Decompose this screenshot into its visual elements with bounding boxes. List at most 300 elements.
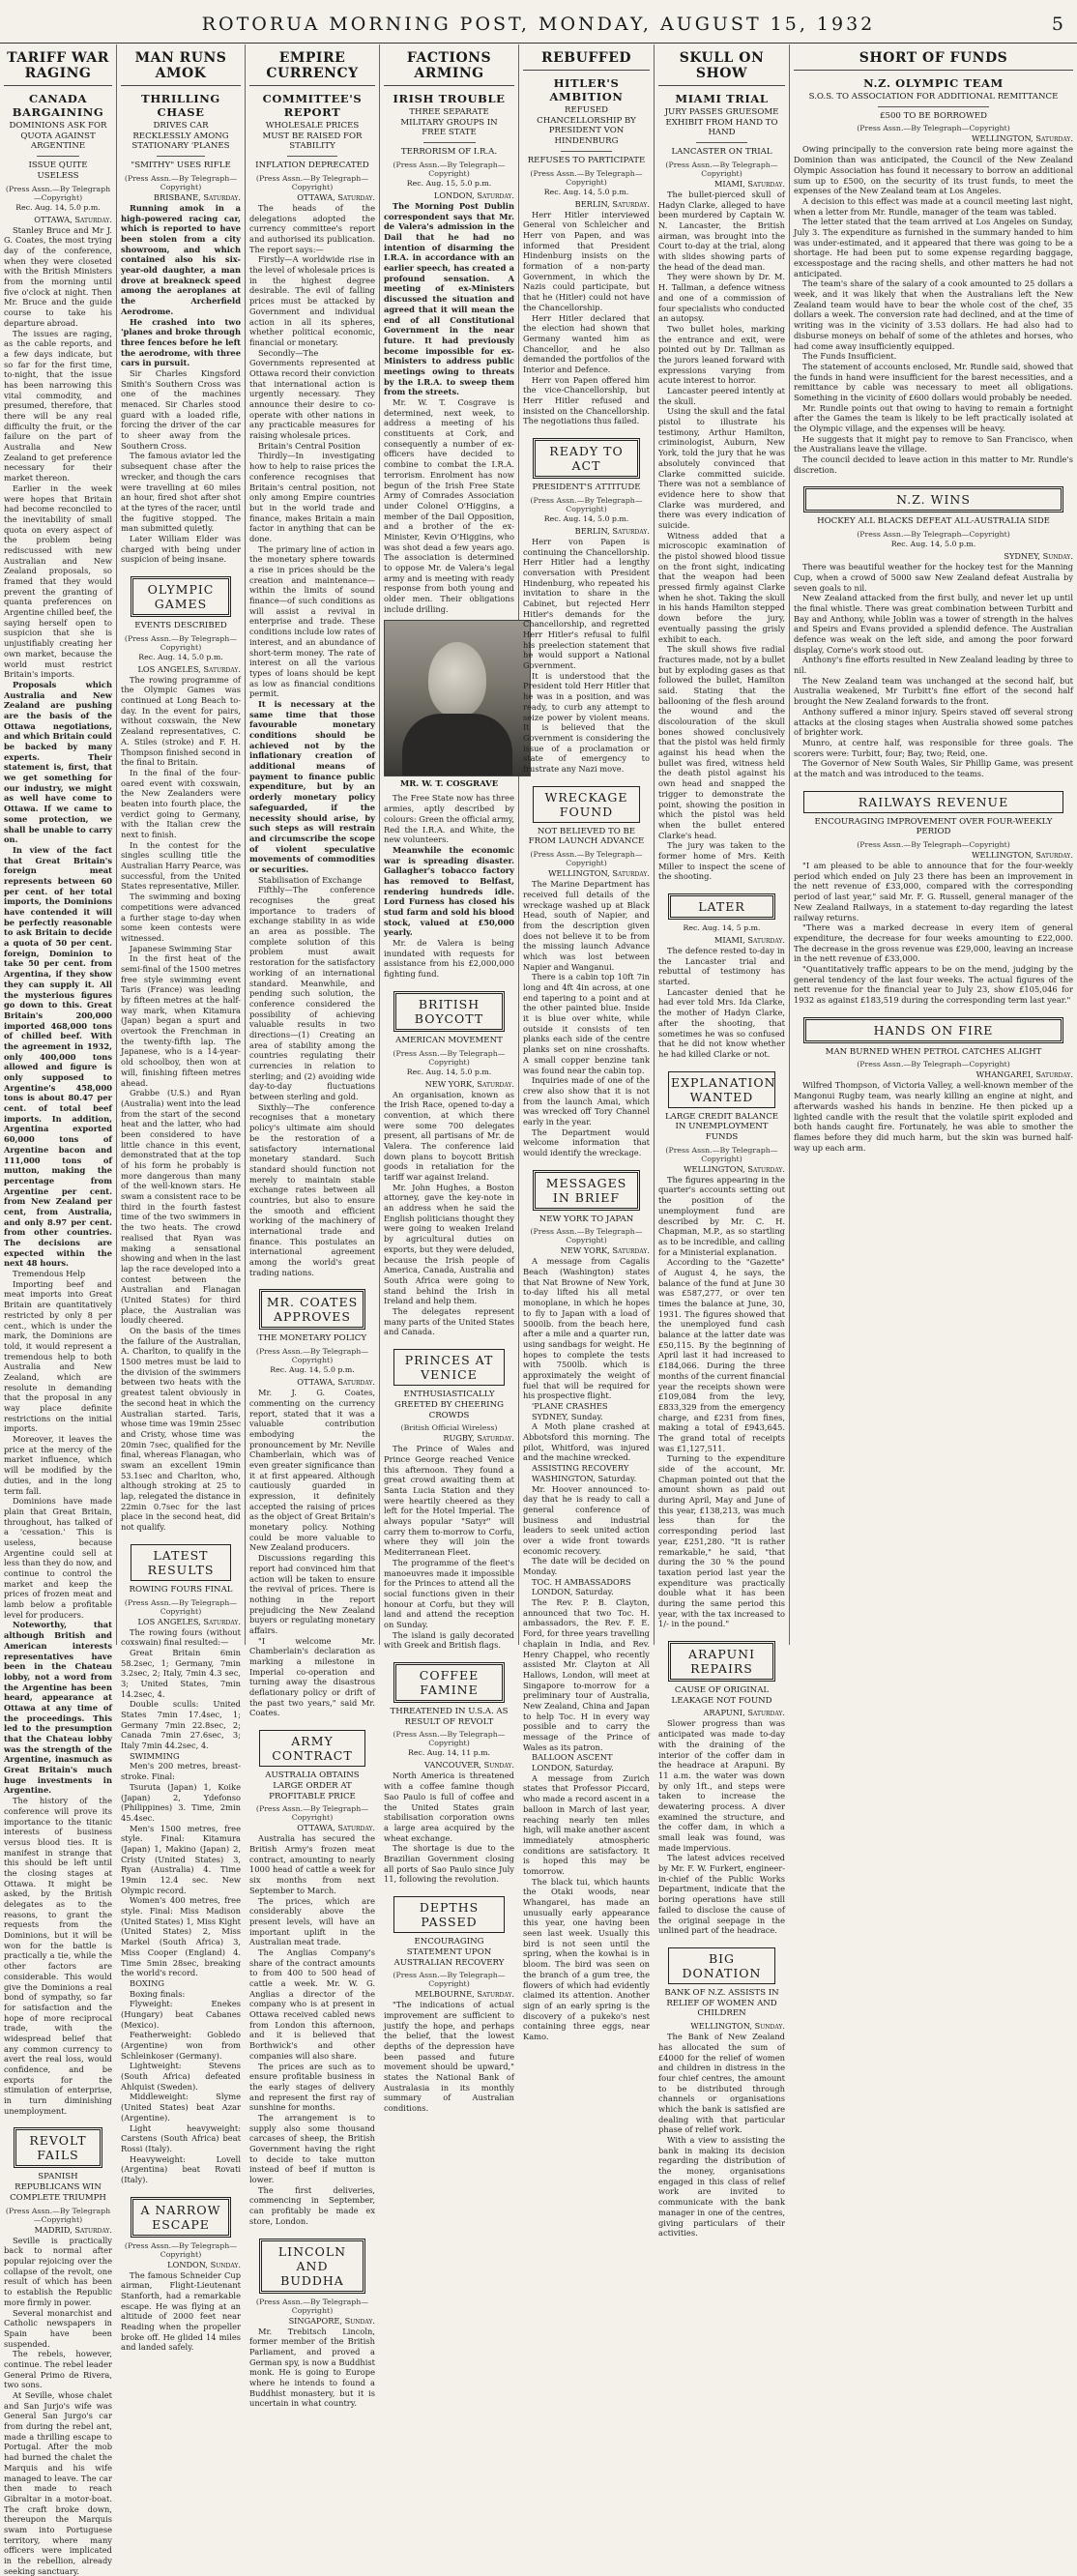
- article-paragraph: The statement of accounts enclosed, Mr. Rundle said, showed that the funds in hand were insufficient for the barest necessities, and a remittance by cable was necessary to meet all obligations. Something in the vicinity of £600 dollars would probably be needed.: [794, 361, 1073, 402]
- section-spacer: [249, 1277, 375, 1281]
- section-headline: LATER: [668, 893, 775, 920]
- subheadline: IRISH TROUBLE: [393, 92, 506, 105]
- article-paragraph: Witness added that a microscopic examination of the pistol showed blood tissue on the front sight, indicating that the weapon had been pressed firmly against Clarke when he shot. Taking the skull in his hands Hamilton stepped down before the jury, eventually passing the grisly exhibit to each.: [658, 530, 785, 644]
- section-headline: MESSAGES IN BRIEF: [533, 1170, 640, 1211]
- article-paragraph: Munro, at centre half, was responsible for three goals. The scorers were: Turbitt, four; Bay, two; Reid, one.: [794, 737, 1073, 758]
- article-paragraph: The famous aviator led the subsequent chase after the wrecker, and though the cars were travelling at 60 miles an hour, fired shot after shot at the tyres of the racer, until the fugitive stopped. The man submitted quietly.: [121, 451, 241, 534]
- place-date: WELLINGTON, Sunday.: [690, 2021, 785, 2032]
- dateline: (Press Assn.—By Telegraph—Copyright): [530, 1227, 643, 1245]
- article-paragraph: Lightweight: Stevens (South Africa) defeated Ahlquist (Sweden).: [121, 2061, 241, 2092]
- section-headline: COFFEE FAMINE: [393, 1662, 505, 1703]
- portrait-face: [428, 642, 486, 717]
- deck-line: LANCASTER ON TRIAL: [671, 147, 772, 158]
- dateline: (Press Assn.—By Telegraph—Copyright): [255, 173, 369, 191]
- page-number: 5: [1051, 14, 1063, 35]
- article-paragraph: The Bank of New Zealand has allocated the sum of £4000 for the relief of women and children in distress in the four chief centres, the amount to be distributed through channels or organisations which the bank is satisfied are dealing with that particular phase of relief work.: [658, 2032, 785, 2135]
- article-paragraph: Mr. Trebitsch Lincoln, former member of the British Parliament, and proved a German spy, is now a Buddhist monk. He is going to Europe where he intends to found a Buddhist monastery, but it is uncertain in what country.: [249, 2326, 375, 2409]
- article-paragraph: Middleweight: Slyme (United States) beat Azar (Argentine).: [121, 2092, 241, 2122]
- section-headline: MR. COATES APPROVES: [259, 1289, 365, 1330]
- place-date: LOS ANGELES, Saturday.: [137, 1616, 241, 1626]
- article-paragraph: The famous Schneider Cup airman, Flight-Lieutenant Stanforth, had a remarkable escape. He was flying at an altitude of 2000 feet near Reading when the propeller broke off. He glided 14 miles and landed safely.: [121, 2269, 241, 2353]
- dateline: (Press Assn.—By Telegraph—Copyright): [255, 1347, 369, 1365]
- article-paragraph: Importing beef and meat imports into Great Britain are quantitatively restricted by only 8 per cent., which is under the mark, the Dominions are told, it would represent a tremendous help to both Australia and New Zealand, which are resolute in demanding that the proposal in any way place definite restrictions on the initial imports.: [4, 1278, 112, 1434]
- article-paragraph: The shortage is due to the Brazilian Government closing all ports of Sao Paulo since July 11, following the revolution.: [384, 1843, 514, 1885]
- section-spacer: [384, 1651, 514, 1654]
- article-paragraph: Meanwhile the economic war is spreading disaster. Gallagher's tobacco factory has removed to Belfast, rendering hundreds idle. Lord Furness has closed his stud farm and sold his blood stock, valued at £50,000 yearly.: [384, 844, 514, 938]
- section-deck: AUSTRALIA OBTAINS LARGE ORDER AT PROFITABLE PRICE: [265, 1771, 360, 1801]
- deck-line: DRIVES CAR RECKLESSLY AMONG STATIONARY 'PLANES: [131, 121, 230, 152]
- article-paragraph: The heads of the delegations adopted the currency committee's report and authorised its publication. The report says:—: [249, 202, 375, 254]
- article-paragraph: With a view to assisting the bank in making its decision regarding the distribution of the money, organisations engaged in this class of relief work are invited to communicate with the bank manager in one of the centres, giving particulars of their activities.: [658, 2135, 785, 2239]
- section-headline: DEPTHS PASSED: [393, 1896, 505, 1933]
- article-paragraph: The rowing programme of the Olympic Games was continued at Long Beach to-day. In the event for pairs, without coxswain, the New Zealand representatives, C. A. Stiles (stroke) and F. H. Thompson finished second in the final to Britain.: [121, 674, 241, 768]
- column-headline: REBUFFED: [523, 44, 650, 71]
- dateline: (Press Assn.—By Telegraph—Copyright): [393, 1048, 506, 1067]
- column-headline: SKULL ON SHOW: [658, 44, 785, 86]
- received-line: Rec. Aug. 14, 5.0 p.m.: [890, 540, 976, 549]
- article-paragraph: Firstly—A worldwide rise in the level of wholesale prices is in the highest degree desirable. The evil of falling prices must be attacked by Government and individual action in all its spheres, whether political economic, financial or monetary.: [249, 254, 375, 347]
- section-spacer: [794, 475, 1073, 479]
- article-paragraph: The Marine Department has received full details of the wreckage washed up at Black Head, south of Napier, and from the description given does not believe it to be from the missing launch Advance which was lost between Napier and Wanganui.: [523, 879, 650, 972]
- article-paragraph: Two bullet holes, marking the entrance and exit, were pointed out by Dr. Tallman as the jurors leaned forward with expressions varying from acute interest to horror.: [658, 323, 785, 386]
- article-paragraph: Double sculls: United States 7min 17.4sec, 1; Germany 7min 22.8sec, 2; Canada 7min 27.6sec, 3; Italy 7min 44.2sec, 4.: [121, 1699, 241, 1751]
- article-paragraph: The Free State now has three armies, aptly described by colours: Green the official army, Red the I.R.A. and White, the new volunteers.: [384, 793, 514, 845]
- article-paragraph: Stabilisation of Exchange: [258, 874, 363, 885]
- article-paragraph: Mr. Rundle points out that owing to having to remain a fortnight after the Games the team is likely to be left practically isolated at the Olympic village, and the expenses will be heavy.: [794, 402, 1073, 434]
- dateline: (Press Assn.—By Telegraph—Copyright): [5, 2206, 111, 2224]
- article-paragraph: Proposals which Australia and New Zealand are pushing are the basis of the Ottawa negotiations, and which Britain could be backed by many experts. Their statement is, first, that we get something for our industry, we might as well have come to Ottawa. If we came to some protection, we shall be unable to carry on.: [4, 679, 112, 845]
- article-paragraph: Herr Hitler declared that the election had shown that Germany wanted him as Chancellor, and he also demanded the portfolios of the Interior and Defence.: [523, 312, 650, 374]
- article-paragraph: The Department would welcome information that would identify the wreckage.: [523, 1127, 650, 1157]
- section-spacer: [523, 1158, 650, 1162]
- section-headline: PRINCES AT VENICE: [393, 1349, 505, 1386]
- section-spacer: [121, 1533, 241, 1537]
- section-spacer: [249, 1718, 375, 1722]
- article-paragraph: The council decided to leave action in this matter to Mr. Rundle's discretion.: [794, 454, 1073, 475]
- section-headline: N.Z. WINS: [803, 486, 1063, 512]
- dateline: (Press Assn.—By Telegraph—Copyright): [665, 1145, 778, 1163]
- place-date: OTTAWA, Saturday.: [297, 1377, 375, 1388]
- place-date: MADRID, Saturday.: [34, 2224, 112, 2235]
- place-date: BERLIN, Saturday.: [574, 198, 650, 209]
- article-paragraph: Fifthly—The conference recognises the great importance to traders of exchange stability in as wide an area as possible. The complete solution of this problem must await restoration for the satisfactory working of an international standard. Meanwhile, and pending such solution, the conference considered the possibility of achieving valuable results in two directions—(1) Creating an area of stability among the countries regulating their currencies in relation to sterling; and (2) avoiding wide day-to-day fluctuations between sterling and gold.: [249, 885, 375, 1102]
- section-spacer: [384, 1337, 514, 1341]
- article-paragraph: ASSISTING RECOVERY: [532, 1463, 629, 1474]
- deck-line: ISSUE QUITE USELESS: [28, 161, 88, 181]
- section-headline: EXPLANATION WANTED: [668, 1071, 775, 1108]
- article-paragraph: 'PLANE CRASHES: [532, 1401, 608, 1412]
- received-line: Rec. Aug. 14, 5.0 p.m.: [138, 652, 223, 661]
- section-headline: OLYMPIC GAMES: [131, 576, 231, 617]
- place-date: NEW YORK, Saturday.: [560, 1245, 650, 1256]
- divider-rule: [37, 156, 80, 157]
- article-paragraph: The Prince of Wales and Prince George reached Venice this afternoon. They found a great crowd awaiting them at Santa Lucia Station and they were heartily cheered as they left for the Hotel Imperial. The always popular "Satyr" will carry them to-morrow to Corfu, where they will join the Mediterranean Fleet.: [384, 1444, 514, 1558]
- article-paragraph: On the basis of the times the failure of the Australian, A. Charlton, to qualify in the 1500 metres must be laid to the division of the swimmers between two heats with the greatest talent obviously in the second heat in which the Australian started. Taris, whose time was 19min 25sec and Cristy, whose time was 20min 7sec, qualified for the final, whereas Flanagan, who swam an excellent 19min 53.1sec and Charlton, who, although stroking at 25 to lap, relegated the distance in 22min 0.7sec for the last place in the second heat, did not qualify.: [121, 1326, 241, 1533]
- dateline: (Press Assn.—By Telegraph—Copyright): [530, 850, 643, 868]
- column-headline: SHORT OF FUNDS: [794, 44, 1073, 71]
- dateline: (Press Assn.—By Telegraph—Copyright): [665, 160, 778, 178]
- dateline: (Press Assn.—By Telegraph—Copyright): [393, 160, 506, 178]
- article-paragraph: Sir Charles Kingsford Smith's Southern Cross was one of the machines menaced. Sir Charles stood guard with a loaded rifle, forcing the driver of the car to sheer away from the Southern Cross.: [121, 367, 241, 451]
- section-deck: THREATENED IN U.S.A. AS RESULT OF REVOLT: [390, 1707, 509, 1727]
- article-paragraph: LONDON, Saturday.: [532, 1587, 614, 1597]
- article-paragraph: "I am pleased to be able to announce that for the four-weekly period which ended on July 23 there has been an improvement in the nett revenue of £33,000, compared with the corresponding period of last year," said Mr. F. G. Russell, general manager of the New Zealand Railways, in a statement to-day regarding the latest railway returns.: [794, 861, 1073, 922]
- article-paragraph: A Moth plane crashed at Abbotsford this morning. The pilot, Whitford, was injured and the machine wrecked.: [523, 1421, 650, 1463]
- place-date: VANCOUVER, Sunday.: [424, 1760, 514, 1771]
- divider-rule: [287, 156, 337, 157]
- place-date: MIAMI, Saturday.: [713, 935, 785, 945]
- section-headline: LINCOLN AND BUDDHA: [259, 2239, 365, 2294]
- article-paragraph: Australia has secured the British Army's frozen meat contract, amounting to nearly 1000 head of cattle a week for six months from next September to March.: [249, 1833, 375, 1895]
- article-paragraph: At Seville, whose chalet and San Jurjo's wife was General San Jurgo's car from during the rebel ant, made a thrilling escape to Portugal. After the mob had burned the chalet the Marquis and his wife managed to leave. The car then made to reach Gibraltar in a motor-boat. The craft broke down, thereupon the Marquis swam into Portuguese territory, where many officers were implicated in the rebellion, already seeking sanctuary.: [4, 2390, 112, 2576]
- article-paragraph: The black tui, which haunts the Otaki woods, near Whangarei, has made an unusually early appearance this year, one having been seen last week. Usually this bird is not seen until the spring, when the kowhai is in bloom. The bird was seen on the branch of a gum tree, the flowers of which had evidently claimed its attention. Another sign of an early spring is the discovery of a pukeko's nest containing three eggs, near Kamo.: [523, 1876, 650, 2041]
- columns-area: [0, 44, 1077, 2576]
- article-paragraph: Women's 400 metres, free style. Final: Miss Madison (United States) 1, Miss Kight (United States) 2, Miss Markel (South Africa) 3, Miss Cooper (England) 4. Time 5min 28sec, breaking the world's record.: [121, 1895, 241, 1978]
- section-headline: ARMY CONTRACT: [259, 1730, 365, 1767]
- article-paragraph: Mr. John Hughes, a Boston attorney, gave the key-note in an address when he said the English politicians thought they were going to weaken Ireland by agricultural duties on exports, but they were deluded, because the Irish people of America, Canada, Australia and South Africa were going to stand behind the Irish in Ireland and help them.: [384, 1182, 514, 1306]
- deck-line: INFLATION DEPRECATED: [255, 161, 369, 171]
- section-spacer: [658, 1936, 785, 1940]
- section-deck: ENCOURAGING STATEMENT UPON AUSTRALIAN RECOVERY: [393, 1937, 505, 1968]
- article-paragraph: Anthony's fine efforts resulted in New Zealand leading by three to nil.: [794, 655, 1073, 676]
- column-headline: MAN RUNS AMOK: [121, 44, 241, 86]
- article-paragraph: The rebels, however, continue. The rebel leader General Primo de Rivera, two sons.: [4, 2349, 112, 2390]
- column-headline: TARIFF WAR RAGING: [4, 44, 112, 86]
- article-paragraph: The issues are raging, as the cable reports, and a few days indicate, but so far for the first time, to-night, that the issue has been narrowing this vital commodity, and presumed, therefore, that there will be any real difficulty the fruit, or the failure on the part of Australia and New Zealand to get preference necessary for their market thereon.: [4, 328, 112, 483]
- received-line: Rec. Aug. 14, 5.0 p.m.: [543, 187, 629, 196]
- article-paragraph: The skull shows five radial fractures made, not by a bullet but by exploding gases as that followed the bullet, Hamilton said. Stating that the ballooning of the flesh around the wound and the discolouration of the skull bones showed conclusively that the pistol was held firmly against his head when the bullet was fired, witness held the death pistol against his own head and snapped the trigger to demonstrate the point, showing the position in which the pistol was held when the bullet entered Clarke's head.: [658, 644, 785, 840]
- article-paragraph: North America is threatened with a coffee famine though Sao Paulo is full of coffee and the United States grain stabilisation corporation owns a large area acquired by the wheat exchange.: [384, 1771, 514, 1843]
- place-date: LONDON, Saturday.: [433, 190, 514, 200]
- article-paragraph: Herr von Papen is continuing the Chancellorship. Herr Hitler had a lengthy conversation with President Hindenburg, who repeated his invitation to share in the Cabinet, but rejected Herr Hitler's demands for the Chancellorship, and regretted Herr Hitler's refusal to fulfil his preelection statement that he would support a National Government.: [523, 536, 650, 671]
- place-date: WELLINGTON, Saturday.: [684, 1163, 785, 1174]
- masthead: [0, 0, 1077, 44]
- section-deck: LARGE CREDIT BALANCE IN UNEMPLOYMENT FUNDS: [664, 1111, 779, 1143]
- received-line: Rec. Aug. 14, 5 p.m.: [683, 923, 761, 932]
- deck-line: TERRORISM OF I.R.A.: [400, 147, 498, 158]
- article-paragraph: Stanley Bruce and Mr J. G. Coates, the most trying day of the conference, when they were closeted with the British Ministers from the morning until five o'clock at night. Then Mr. Bruce and the guide course to take his departure abroad.: [4, 224, 112, 328]
- column-headline: EMPIRE CURRENCY: [249, 44, 375, 86]
- dateline: (Press Assn.—By Telegraph—Copyright): [393, 1971, 506, 1989]
- deck-line: £500 TO BE BORROWED: [880, 110, 987, 121]
- section-headline: RAILWAYS REVENUE: [803, 791, 1063, 813]
- received-line: Rec. Aug. 14, 5.0 p.m.: [15, 202, 101, 212]
- dateline: (Press Assn.—By Telegraph—Copyright): [124, 1597, 238, 1616]
- dateline: (British Official Wireless): [400, 1423, 498, 1433]
- received-line: Rec. Aug. 14, 5.0 p.m.: [543, 513, 629, 523]
- column-6: [655, 44, 790, 2239]
- article-paragraph: The date will be decided on Monday.: [523, 1556, 650, 1577]
- place-date: WELLINGTON, Saturday.: [972, 850, 1073, 861]
- place-date: MELBOURNE, Saturday.: [415, 1989, 514, 2000]
- section-deck: THE MONETARY POLICY: [257, 1333, 367, 1344]
- section-spacer: [523, 426, 650, 430]
- place-date: SYDNEY, Sunday.: [1004, 551, 1073, 562]
- section-deck: PRESIDENT'S ATTITUDE: [532, 483, 641, 493]
- divider-rule: [561, 151, 611, 152]
- place-date: SINGAPORE, Sunday.: [288, 2315, 375, 2326]
- column-headline: FACTIONS ARMING: [384, 44, 514, 86]
- article-paragraph: TOC. H AMBASSADORS: [532, 1576, 631, 1587]
- dateline: (Press Assn.—By Telegraph—Copyright): [5, 184, 111, 202]
- article-paragraph: He crashed into two 'planes and broke through three fences before he left the aerodrome, with three cars in pursuit.: [121, 316, 241, 368]
- article-paragraph: SYDNEY, Sunday.: [532, 1411, 603, 1421]
- article-paragraph: Mr. de Valera is being inundated with requests for assistance from his £2,000,000 fighting fund.: [384, 938, 514, 980]
- article-paragraph: The delegates represent many parts of the United States and Canada.: [384, 1305, 514, 1337]
- deck-line: THREE SEPARATE MILITARY GROUPS IN FREE STATE: [400, 107, 498, 138]
- section-spacer: [4, 2116, 112, 2120]
- section-deck: SPANISH REPUBLICANS WIN COMPLETE TRIUMPH: [10, 2172, 106, 2203]
- article-paragraph: Herr Hitler interviewed General von Schleicher and Herr von Papen, and was informed that President Hindenburg insists on the formation of a non-party Government, in which the Nazis could participate, but that he (Hitler) could not have the Chancellorship.: [523, 209, 650, 312]
- article-paragraph: "Quantitatively traffic appears to be on the mend, judging by the general tendency of the last four weeks. The actual figures of the nett revenue for the financial year to July 23, show £105,046 for 1932 as against £183,519 during the corresponding term last year.": [794, 963, 1073, 1006]
- section-headline: BRITISH BOYCOTT: [393, 991, 505, 1032]
- place-date: OTTAWA, Saturday.: [297, 1823, 375, 1833]
- article-paragraph: "There was a marked decrease in every item of general expenditure, the decrease for four weeks amounting to £22,000. The decrease in the gross revenue was £29,000, leaving an increase in the nett revenue of £33,000.: [794, 922, 1073, 964]
- article-paragraph: Light heavyweight: Carstens (South Africa) beat Rossi (Italy).: [121, 2122, 241, 2153]
- section-headline: HANDS ON FIRE: [803, 1017, 1063, 1043]
- dateline: (Press Assn.—By Telegraph—Copyright): [393, 1730, 506, 1748]
- place-date: WELLINGTON, Saturday.: [548, 868, 650, 879]
- masthead-title: ROTORUA MORNING POST, MONDAY, AUGUST 15, 1932: [201, 14, 876, 35]
- article-paragraph: The programme of the fleet's manoeuvres made it impossible for the Princes to attend all the social functions given in their honour at Corfu, but they will land and attend the reception on Sunday.: [384, 1557, 514, 1629]
- article-paragraph: Mr. W. T. Cosgrave is determined, next week, to address a meeting of his constituents at Cork, and consequently a number of ex-officers have decided to combine to combat the I.R.A. terrorism. Enrolment has now begun of the Irish Free State Army of Comrades Association under Colonel O'Higgins, a member of the Dail Opposition, and a brother of the ex-Minister, Kevin O'Higgins, who was shot dead a few years ago. The association is determined to oppose Mr. de Valera's legal army and is meeting with ready response from both young and older men. Their obligations include drilling.: [384, 397, 514, 614]
- column-3: [246, 44, 380, 2409]
- section-headline: ARAPUNI REPAIRS: [668, 1641, 775, 1682]
- article-paragraph: It is necessary at the same time that those favourable monetary conditions should be achieved not by the inflationary creation of additional means of payment to finance public expenditure, but by an orderly monetary policy safeguarded, if the necessity should arise, by such steps as will restrain and circumscribe the scope of violent speculative movements of commodities or securities.: [249, 698, 375, 874]
- received-line: Rec. Aug. 15, 5.0 p.m.: [406, 178, 492, 188]
- article-paragraph: The arrangement is to supply also some thousand carcases of sheep, the British Government having the right to decide to take mutton instead of beef if mutton is lower.: [249, 2112, 375, 2185]
- article-paragraph: There is a cabin top 10ft 7in long and 4ft 4in across, at one end tapering to a point and at the other painted blue. Inside it is blue over white, while outside it consists of ten planks each side of the centre planks set on nine crosshafts. A small copper benzine tank was found near the cabin top.: [523, 972, 650, 1075]
- deck-line: "SMITHY" USES RIFLE: [131, 161, 231, 171]
- article-paragraph: Dominions have made plain that Great Britain, throughout, has talked of a 'cessation.' This is useless, because Argentine could sell at less than they do now, and continue to control the market and keep the prices of frozen meat and lamb below a profitable level for producers.: [4, 1496, 112, 1620]
- article-paragraph: The defence rested to-day in the Lancaster trial and rebuttal of testimony has started.: [658, 946, 785, 987]
- section-deck: ENCOURAGING IMPROVEMENT OVER FOUR-WEEKLY PERIOD: [814, 816, 1053, 837]
- subheadline: HITLER'S AMBITION: [549, 76, 624, 103]
- article-paragraph: A decision to this effect was made at a council meeting last night, when a letter from Mr. Rundle, manager of the team was tabled.: [794, 195, 1073, 217]
- dateline: (Press Assn.—By Telegraph—Copyright): [530, 495, 643, 513]
- photo-caption: MR. W. T. COSGRAVE: [399, 779, 499, 790]
- dateline: (Press Assn.—By Telegraph—Copyright): [530, 168, 643, 187]
- article-paragraph: A message from Zurich states that Professor Piccard, who made a record ascent in a balloon in March of last year, reaching nearly ten miles high, will make another ascent immediately atmospheric conditions are satisfactory. It is hoped this may be tomorrow.: [523, 1772, 650, 1876]
- deck-line: DOMINIONS ASK FOR QUOTA AGAINST ARGENTINE: [9, 121, 107, 152]
- place-date: LONDON, Sunday.: [167, 2259, 241, 2269]
- place-date: WELLINGTON, Saturday.: [972, 133, 1073, 144]
- article-paragraph: Heavyweight: Lovell (Argentina) beat Rovati (Italy).: [121, 2153, 241, 2184]
- section-spacer: [523, 775, 650, 778]
- received-line: Rec. Aug. 14, 11 p.m.: [407, 1748, 491, 1758]
- article-paragraph: The Funds Insufficient.: [802, 351, 897, 362]
- section-deck: AMERICAN MOVEMENT: [395, 1035, 503, 1045]
- divider-rule: [157, 156, 205, 157]
- article-paragraph: He suggests that it might pay to remove to San Francisco, when the Australians leave the village.: [794, 433, 1073, 454]
- deck-line: REFUSES TO PARTICIPATE: [527, 155, 646, 165]
- column-7: [790, 44, 1077, 1645]
- article-paragraph: Several monarchist and Catholic newspapers in Spain have been suspended.: [4, 2307, 112, 2349]
- place-date: RUGBY, Saturday.: [443, 1433, 514, 1444]
- dateline: (Press Assn.—By Telegraph—Copyright): [857, 124, 1010, 133]
- deck-line: REFUSED CHANCELLORSHIP BY PRESIDENT VON HINDENBURG: [537, 105, 636, 147]
- section-deck: MAN BURNED WHEN PETROL CATCHES ALIGHT: [825, 1046, 1042, 1057]
- article-paragraph: The swimming and boxing competitions were advanced a further stage to-day when some keen contests were witnessed.: [121, 892, 241, 943]
- article-paragraph: The island is gaily decorated with Greek and British flags.: [384, 1629, 514, 1651]
- article-paragraph: The rowing fours (without coxswain) final resulted:—: [121, 1626, 241, 1648]
- article-paragraph: Mr. Hoover announced to-day that he is ready to call a general conference of business and industrial leaders to seek united action over a wide front towards economic recovery.: [523, 1483, 650, 1556]
- place-date: BERLIN, Saturday.: [574, 525, 650, 536]
- article-paragraph: According to the "Gazette" of August 4, he says, the balance of the fund at June 30 was £587,277, or over ten times the balance at June, 30, 1931. The figures showed that the unemployed fund cash balance at the latter date was £50,115. By the beginning of April last it had increased to £184,066. During the three months of the current financial year the receipts shown were £109,084 from the levy, £833,329 from the emergency charge, and £231 from fines, making a total of £943,645. The grand total of receipts was £1,127,511.: [658, 1257, 785, 1453]
- received-line: Rec. Aug. 14, 5.0 p.m.: [270, 1365, 355, 1375]
- section-deck: EVENTS DESCRIBED: [134, 621, 227, 630]
- place-date: OTTAWA, Saturday.: [297, 191, 375, 202]
- portrait-photo: [384, 620, 531, 776]
- article-paragraph: Grabbe (U.S.) and Ryan (Australia) went into the lead from the start of the second heat and the latter, who had been considered to have little chance in this event, demonstrated that at the top of his form he probably is more dangerous than many of the well-known stars. He swam a consistent race to be third in the fourth fastest time of the two swimmers in the two heats. The crowd realised that Ryan was making a sensational showing and when in the last lap the race developed into a contest between the Australian and Flanagan (United States) for third place, the Australian was loudly cheered.: [121, 1088, 241, 1326]
- section-deck: ROWING FOURS FINAL: [129, 1584, 233, 1595]
- article-paragraph: The Governor of New South Wales, Sir Phillip Game, was present at the match and was introduced to the teams.: [794, 758, 1073, 778]
- section-spacer: [794, 1006, 1073, 1010]
- article-paragraph: Men's 1500 metres, free style. Final: Kitamura (Japan) 1, Makino (Japan) 2, Cristy (United States) 3, Ryan (Australia) 4. Time 19min 12.4 sec. New Olympic record.: [121, 1823, 241, 1895]
- article-paragraph: The primary line of action in the monetary sphere towards a rise in prices should be the creation and maintenance—within the limits of sound finance—of such conditions as will assist a revival in enterprise and trade. These conditions include low rates of interest, and an abundance of short-term money. The rate of interest on all the various types of loans should be kept as low as financial conditions permit.: [249, 543, 375, 699]
- article-paragraph: Earlier in the week were hopes that Britain had become reconciled to the inevitability of small quota on every aspect of the problem being rediscussed with new Australian and New Zealand proposals, so framed that they would prevent the granting of quanta preferences on Argentine chilled beef, the saying herself open to suspicion that she is unjustifiably creating her own market, because the world must restrict Britain's imports.: [4, 483, 112, 680]
- subheadline: CANADA BARGAINING: [12, 92, 104, 119]
- article-paragraph: BOXING: [130, 1977, 164, 1988]
- article-paragraph: In the contest for the singles sculling title the Australian Harry Pearce, was successful, from the United States representative, Miller.: [121, 839, 241, 892]
- article-paragraph: BALLOON ASCENT: [532, 1752, 613, 1763]
- article-paragraph: Discussions regarding this report had convinced him that action will be taken to ensure the revival of prices. There is nothing in the report prejudicing the New Zealand buyers or regulating monetary affairs.: [249, 1553, 375, 1635]
- article-paragraph: Britain's Central Position: [258, 440, 361, 451]
- article-paragraph: The first deliveries, commencing in September, can profitably be made ex store, London.: [249, 2184, 375, 2226]
- divider-rule: [423, 142, 476, 143]
- dateline: (Press Assn.—By Telegraph—Copyright): [255, 2297, 369, 2315]
- place-date: LOS ANGELES, Saturday.: [137, 663, 241, 674]
- article-paragraph: A message from Cagalis Beach (Washington) states that Nat Browne of New York, to-day lifted his all metal monoplane, in which he hopes to fly to Japan with a load of 5000lb. from the beach here, after a mile and a quarter run, using sandbags for weight. He hopes to complete the tests with 7500lb. which is approximately the weight of fuel that will be required for his prospective flight.: [523, 1256, 650, 1401]
- section-spacer: [121, 2185, 241, 2189]
- section-deck: BANK OF N.Z. ASSISTS IN RELIEF OF WOMEN AND CHILDREN: [664, 1987, 779, 2019]
- column-2: [117, 44, 246, 2353]
- section-spacer: [249, 2227, 375, 2231]
- article-paragraph: Mr. J. G. Coates, commenting on the currency report, stated that it was a valuable contribution embodying the pronouncement by Mr. Neville Chamberlain, which was of even greater significance than it at first appeared. Although cautiously guarded in expression, it definitely accepted the raising of prices as the object of Great Britain's monetary policy. Nothing could be more valuable to New Zealand producers.: [249, 1388, 375, 1553]
- article-paragraph: The prices, which are considerably above the present levels, will have an important uplift in the Australian meat trade.: [249, 1895, 375, 1947]
- article-paragraph: Using the skull and the fatal pistol to illustrate his testimony, Arthur Hamilton, criminologist, Auburn, New York, told the jury that he was absolutely convinced that Clarke committed suicide. There was not a semblance of evidence here to show that Clarke was murdered, and there was every indication of suicide.: [658, 406, 785, 530]
- section-deck: NOT BELIEVED TO BE FROM LAUNCH ADVANCE: [528, 826, 645, 847]
- article-paragraph: The figures appearing in the quarter's accounts setting out the position of the unemployment fund are described by Mr. C. H. Chapman, M.P., as so startling as to be incredible, and calling for a Ministerial explanation.: [658, 1174, 785, 1257]
- deck-line: JURY PASSES GRUESOME EXHIBIT FROM HAND TO HAND: [664, 107, 779, 138]
- article-paragraph: Lancaster peered intently at the skull.: [658, 386, 785, 406]
- article-paragraph: Anthony suffered a minor injury. Speirs staved off several strong attacks at the closing stages when Australia showed some patches of brighter work.: [794, 706, 1073, 738]
- place-date: MIAMI, Saturday.: [713, 178, 785, 189]
- dateline: (Press Assn.—By Telegraph—Copyright): [857, 1060, 1010, 1069]
- article-paragraph: Wilfred Thompson, of Victoria Valley, a well-known member of the Mangonui Rugby team, was nearly killing an engine at night, and afterwards washed his hands in benzine. He then picked up a lighted candle with the result that the volatile spirit exploded and both hands caught fire. Fortunately, he was able to smother the flames before they did much harm, but the skin was burned half-way up each arm.: [794, 1080, 1073, 1153]
- article-paragraph: LONDON, Saturday.: [532, 1763, 614, 1773]
- article-paragraph: In view of the fact that Great Britain's foreign meat represents between 60 per cent. of her total imports, the Dominions have contended it will be perfectly reasonable to ask Britain to decide a quota of 50 per cent. foreign, Dominion to take 50 per cent. from Argentina, if they show they can supply it. All the mysterious figures go down to this. Great Britain's 200,000 imported 468,000 tons of chilled beef. With the agreement in 1932, only 400,000 tons allowed and figure is only supposed to Argentine's 458,000 tons is about 80.47 per cent. of total beef imports. In addition, Argentina exported 60,000 tons of Argentine bacon and 111,000 tons of mutton, making the percentage from Argentine per cent. from New Zealand per cent, from Australia, and only 8.97 per cent. from other countries. The decisions are expected within the next 48 hours.: [4, 844, 112, 1269]
- section-deck: HOCKEY ALL BLACKS DEFEAT ALL-AUSTRALIA SIDE: [817, 516, 1050, 527]
- article-paragraph: Later William Elder was charged with being under suspicion of being insane.: [121, 533, 241, 565]
- article-paragraph: WASHINGTON, Saturday.: [532, 1473, 637, 1483]
- column-4: [380, 44, 519, 2114]
- article-paragraph: Noteworthy, that although British and American interests representatives have been in the Chateau lobby, not a word from the Argentine has been heard, appearance at Ottawa at any time of the proceedings. This led to the presumption that the Chateau lobby was the strength of the Argentine, inasmuch as Great Britain's much huge investments in Argentine.: [4, 1620, 112, 1796]
- section-spacer: [658, 1629, 785, 1633]
- section-spacer: [384, 1885, 514, 1888]
- section-headline: WRECKAGE FOUND: [533, 786, 640, 823]
- place-date: ARAPUNI, Saturday.: [703, 1708, 785, 1718]
- section-headline: BIG DONATION: [668, 1947, 775, 1984]
- place-date: WHANGAREI, Saturday.: [975, 1069, 1073, 1080]
- article-paragraph: They were shown by Dr. M. H. Tallman, a defence witness and one of a commission of four specialists who conducted an autopsy.: [658, 272, 785, 324]
- section-headline: REVOLT FAILS: [14, 2127, 102, 2168]
- deck-line: WHOLESALE PRICES MUST BE RAISED FOR STABILITY: [262, 121, 363, 152]
- article-paragraph: The Morning Post Dublin correspondent says that Mr. de Valera's admission in the Dail that he had no intention of disarming the I.R.A. in accordance with an earlier speech, has created a profound sensation. A meeting of ex-Ministers discussed the situation and agreed that it will mean the end of all Constitutional Government in the near future. It had previously become impossible for ex-Ministers to address public meetings owing to threats by the I.R.A. to sweep them from the streets.: [384, 200, 514, 397]
- article-paragraph: It is understood that the President told Herr Hitler that he was in a position, and was ready, to curb any attempt to seize power by violent means. It is believed that the Government is considering the issue of a proclamation or state of emergency to frustrate any Nazi move.: [523, 670, 650, 774]
- portrait-coat: [402, 714, 512, 776]
- section-headline: READY TO ACT: [533, 438, 640, 479]
- article-paragraph: Tsuruta (Japan) 1, Koike (Japan) 2, Ydefonso (Philippines) 3. Time, 2min 45.4sec.: [121, 1781, 241, 1823]
- subheadline: COMMITTEE'S REPORT: [262, 92, 363, 119]
- dateline: (Press Assn.—By Telegraph—Copyright): [124, 173, 238, 191]
- section-deck: NEW YORK TO JAPAN: [538, 1214, 634, 1224]
- article-paragraph: An organisation, known as the Irish Race, opened to-day a convention, at which there were some 700 delegates present, all partisans of Mr. de Valera. The conference laid down plans to boycott British goods in retaliation for the tariff war against Ireland.: [384, 1089, 514, 1183]
- article-paragraph: The bullet-pierced skull of Hadyn Clarke, alleged to have been murdered by Captain W. N. Lancaster, the British airman, was brought into the Court to-day at the trial, along with slides showing parts of the head of the dead man.: [658, 189, 785, 272]
- article-paragraph: Turning to the expenditure side of the account, Mr. Chapman pointed out that the amount shown as paid out during April, May and June of this year, £138,213, was much less than for the corresponding period last year, £251,280. "It is rather remarkable," he said, "that during the 30 % the pound taxation period last year the expenditure was practically double what it has been during the same period this year, with the tax increased to 1/- in the pound.": [658, 1453, 785, 1629]
- dateline: (Press Assn.—By Telegraph—Copyright): [124, 2240, 238, 2259]
- section-spacer: [121, 565, 241, 569]
- place-date: OTTAWA, Saturday.: [34, 214, 112, 224]
- dateline: (Press Assn.—By Telegraph—Copyright): [857, 840, 1010, 850]
- article-paragraph: Great Britain 6min 58.2sec, 1; Germany, 7min 3.2sec, 2; Italy, 7min 4.3 sec, 3; United States, 7min 14.2sec, 4.: [121, 1647, 241, 1699]
- article-paragraph: Lancaster denied that he had ever told Mrs. Ida Clarke, the mother of Hadyn Clarke, after the shooting, that sometimes he was so confused that he did not know whether he had killed Clarke or not.: [658, 986, 785, 1059]
- article-paragraph: The team's share of the salary of a cook amounted to 25 dollars a week, and it was likely that when the Australians left the New Zealand team would have to bear the whole cost of the chef, 35 dollars a week. The conversion rate had declined, and at the time of writing was in the vicinity of 3.53 dollars. He had also had to disburse moneys on behalf of some of the athletes and horses, who had come away insufficiently equipped.: [794, 278, 1073, 351]
- article-paragraph: In the final of the four-oared event with coxswain, the New Zealanders were beaten into fourth place, the verdict going to Germany, with the Italian crew the next to finish.: [121, 767, 241, 840]
- section-spacer: [384, 980, 514, 983]
- article-paragraph: Slower progress than was anticipated was made to-day with the draining of the interior of the coffer dam in the headrace at Arapuni. By 11 a.m. the water was down by only 1ft., and steps were taken to increase the dewatering process. A diver examined the structure, and the coffer dam, in which a small leak was found, was made impervious.: [658, 1718, 785, 1853]
- article-paragraph: The Rev. P. B. Clayton, announced that two Toc. H. ambassadors, the Rev. F. E. Ford, for three years travelling chaplain in India, and Rev. Henry Chappel, who recently assisted Mr. Clayton at All Hallows, London, will meet at Singapore to-morrow for a preliminary tour of Australia, New Zealand, China and Japan to help Toc. H in every way possible and to carry the message of the Prince of Wales as its patron.: [523, 1597, 650, 1752]
- article-paragraph: New Zealand attacked from the first bully, and never let up until the final whistle. There was great combination between Turbitt and Bay and Anthony, while Joblin was a tower of strength in the halves and Speirs and Evans provided a splendid defence. The Australian defence was weak on the left side, and among the poor forward display, Corne's work stood out.: [794, 593, 1073, 655]
- place-date: BRISBANE, Saturday.: [154, 191, 241, 202]
- article-paragraph: Herr von Papen offered him the vice-Chancellorship, but Herr Hitler refused and insisted on the Chancellorship. The negotiations thus failed.: [523, 374, 650, 426]
- article-paragraph: "I welcome Mr. Chamberlain's declaration as marking a milestone in Imperial co-operation and turning away the disastrous deflationary policy or drift of the past two years," said Mr. Coates.: [249, 1635, 375, 1718]
- article-paragraph: Running amok in a high-powered racing car, which is reported to have been stolen from a city showroom, and which contained also his six-year-old daughter, a man drove at breakneck speed among the aeroplanes at the Archerfield Aerodrome.: [121, 202, 241, 316]
- column-1: [0, 44, 117, 2576]
- article-paragraph: Boxing finals:: [130, 1988, 186, 1999]
- section-spacer: [794, 779, 1073, 783]
- divider-rule: [878, 106, 990, 107]
- article-paragraph: The New Zealand team was unchanged at the second half, but Australia weakened, Mr Turbitt's fine effort of the second half brought the New Zealand forwards to the front.: [794, 675, 1073, 707]
- place-date: NEW YORK, Saturday.: [424, 1078, 514, 1089]
- article-paragraph: The letter stated that the team arrived at Los Angeles on Sunday, July 3. The expenditure as furnished in the summary handed to him was under-estimated, and it appeared that there was going to be a shortage. He had been put to some expense regarding baggage, excesspostage and the racing shells, and other matters he had not anticipated.: [794, 217, 1073, 278]
- article-paragraph: Owing principally to the conversion rate being more against the Dominion than was anticipated, the Council of the New Zealand Olympic Association has found it necessary to borrow an additional sum up to £500, on the security of its trust funds, to meet the expenses of the New Zealand team at Los Angeles.: [794, 144, 1073, 196]
- article-paragraph: SWIMMING: [130, 1750, 180, 1761]
- subheadline: N.Z. OLYMPIC TEAM: [863, 76, 1004, 90]
- section-headline: A NARROW ESCAPE: [131, 2197, 231, 2238]
- section-deck: ENTHUSIASTICALLY GREETED BY CHEERING CROWDS: [394, 1390, 504, 1420]
- article-paragraph: The history of the conference will prove its importance to the titanic interests of business versus blood ties. It is manifest in strange that this should be left until the closing stages at Ottawa. It might be asked, by the British delegates as to the reasons, to grant the requests from the Dominions, but it will be won for the battle is practically a tie, while the other factors are considerable. This would give the Dominions a real bond of sympathy, so far for satisfaction and the hope of more reciprocal trade, with the widespread belief that any common currency to avert the real loss, would confidence, and be exports for the stimulation of enterprise, in turn diminishing unemployment.: [4, 1796, 112, 2116]
- article-paragraph: There was beautiful weather for the hockey test for the Manning Cup, when a crowd of 5000 saw New Zealand defeat Australia by seven goals to nil.: [794, 562, 1073, 593]
- article-paragraph: Moreover, it leaves the price at the mercy of the market influence, which will be modified by the duties, and in the long term fall.: [4, 1434, 112, 1496]
- article-paragraph: Inquiries made of one of the crew also show that it is not from the launch Amai, which was wrecked off Tory Channel early in the year.: [523, 1075, 650, 1127]
- article-paragraph: Tremendous Help: [13, 1269, 86, 1279]
- article-paragraph: "The indications of actual improvement are sufficient to justify the hope, and perhaps the belief, that the lowest depths of the depression have been passed and future movement should be upward," states the National Bank of Australasia in its monthly summary of Australian conditions.: [384, 2000, 514, 2114]
- divider-rule: [696, 142, 746, 143]
- article-paragraph: Sixthly—The conference recognises that a monetary policy's ultimate aim should be the restoration of a satisfactory international monetary standard. Such standard should function not merely to maintain stable exchange rates between all countries, but also to ensure the smooth and efficient working of the machinery of international trade and finance. This postulates an international agreement among the world's great trading nations.: [249, 1101, 375, 1277]
- dateline: (Press Assn.—By Telegraph—Copyright): [857, 530, 1010, 540]
- article-paragraph: Thirdly—In investigating how to help to raise prices the conference recognises that Britain's central position, not only among Empire countries but in the world trade and finance, makes Britain a main factor in anything that can be done.: [249, 451, 375, 543]
- section-spacer: [658, 882, 785, 886]
- article-paragraph: Secondly—The Governments represented at Ottawa record their conviction that international action is urgently necessary. They announce their desire to co-operate with other nations in any practicable measures for raising wholesale prices.: [249, 347, 375, 441]
- section-deck: CAUSE OF ORIGINAL LEAKAGE NOT FOUND: [671, 1685, 772, 1706]
- section-headline: LATEST RESULTS: [131, 1544, 231, 1581]
- received-line: Rec. Aug. 14, 5.0 p.m.: [406, 1067, 492, 1076]
- article-paragraph: Japanese Swimming Star: [130, 943, 232, 953]
- dateline: (Press Assn.—By Telegraph—Copyright): [124, 633, 238, 652]
- subheadline: THRILLING CHASE: [141, 92, 220, 119]
- article-paragraph: The latest advices received by Mr. F. W. Furkert, engineer-in-chief of the Public Works Department, indicate that the boring operations have still failed to disclose the cause of the original seepage in the unlined part of the headrace.: [658, 1853, 785, 1936]
